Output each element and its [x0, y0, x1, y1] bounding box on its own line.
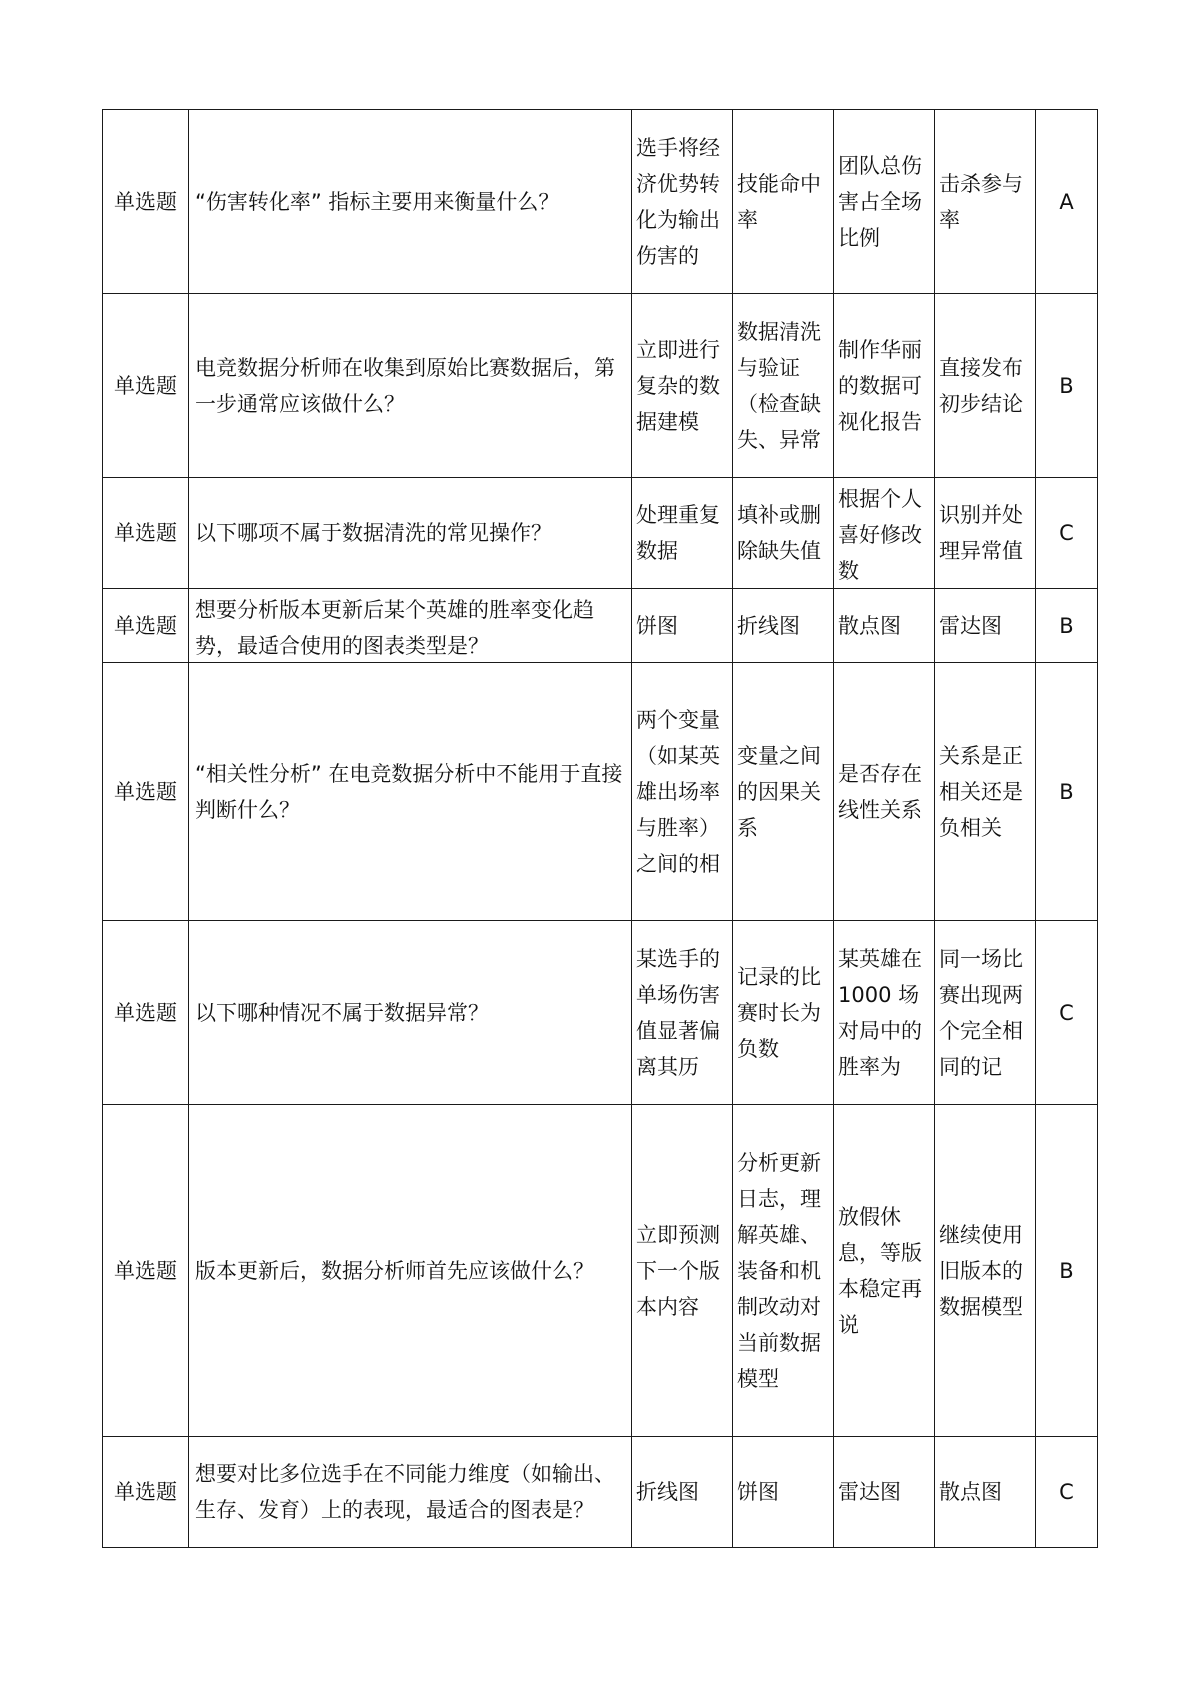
question-type	[103, 478, 189, 589]
option-d-text: 雷达图	[939, 613, 1002, 638]
option-a-text: 某选手的单场伤害值显著偏离其历	[636, 946, 720, 1079]
option-b	[733, 921, 834, 1105]
answer	[1036, 1105, 1098, 1437]
option-a	[632, 663, 733, 921]
option-d-text: 直接发布初步结论	[939, 355, 1023, 416]
question-type-text: 单选题	[114, 613, 177, 638]
option-a	[632, 589, 733, 663]
option-d	[935, 478, 1036, 589]
option-a-text: 饼图	[636, 613, 678, 638]
option-d-text: 识别并处理异常值	[939, 503, 1023, 563]
question-row	[103, 663, 1098, 921]
option-c-text: 散点图	[838, 613, 901, 638]
option-b-text: 记录的比赛时长为负数	[737, 964, 821, 1061]
option-c	[834, 478, 935, 589]
option-c-text: 根据个人喜好修改数	[838, 486, 922, 583]
answer-text: C	[1059, 1480, 1074, 1504]
option-c	[834, 921, 935, 1105]
question-row	[103, 110, 1098, 294]
answer-text: C	[1059, 521, 1074, 545]
option-d	[935, 921, 1036, 1105]
question-type-text: 单选题	[114, 521, 177, 545]
question-type-text: 单选题	[114, 1480, 177, 1504]
question-type	[103, 110, 189, 294]
option-b-text: 折线图	[737, 613, 800, 638]
answer-text: B	[1059, 1258, 1074, 1283]
question-text	[189, 1105, 632, 1437]
option-c	[834, 294, 935, 478]
option-c	[834, 1105, 935, 1437]
option-a-text: 立即进行复杂的数据建模	[636, 337, 720, 434]
question-table	[102, 109, 1098, 1548]
option-d-text: 击杀参与率	[939, 171, 1023, 232]
option-b-text: 填补或删除缺失值	[737, 503, 821, 563]
answer	[1036, 294, 1098, 478]
option-a-text: 折线图	[636, 1480, 699, 1504]
option-d	[935, 294, 1036, 478]
option-c-text: 雷达图	[838, 1480, 901, 1504]
option-d	[935, 1105, 1036, 1437]
question-type	[103, 921, 189, 1105]
option-a	[632, 478, 733, 589]
option-d	[935, 589, 1036, 663]
option-c	[834, 110, 935, 294]
question-type-text: 单选题	[114, 779, 177, 804]
option-b-text: 分析更新日志，理解英雄、装备和机制改动对当前数据模型	[737, 1150, 821, 1391]
option-a	[632, 1437, 733, 1548]
option-d-text: 关系是正相关还是负相关	[939, 743, 1023, 840]
option-d-text: 散点图	[939, 1480, 1002, 1504]
question-text	[189, 110, 632, 294]
question-text	[189, 589, 632, 663]
option-c-text: 是否存在线性关系	[838, 761, 922, 822]
answer	[1036, 478, 1098, 589]
option-d-text: 同一场比赛出现两个完全相同的记	[939, 946, 1023, 1079]
question-type-text: 单选题	[114, 373, 177, 398]
answer-text: A	[1059, 189, 1074, 214]
option-c	[834, 589, 935, 663]
answer-text: B	[1059, 613, 1074, 638]
option-d-text: 继续使用旧版本的数据模型	[939, 1222, 1023, 1319]
question-text	[189, 663, 632, 921]
option-b	[733, 1437, 834, 1548]
option-b	[733, 110, 834, 294]
option-a-text: 立即预测下一个版本内容	[636, 1222, 720, 1319]
answer	[1036, 1437, 1098, 1548]
question-row	[103, 921, 1098, 1105]
answer-text: C	[1059, 1000, 1074, 1025]
option-b-text: 变量之间的因果关系	[737, 743, 821, 840]
option-c-text: 团队总伤害占全场比例	[838, 153, 922, 250]
question-text-text: 想要分析版本更新后某个英雄的胜率变化趋势，最适合使用的图表类型是？	[195, 597, 594, 658]
question-sheet	[102, 109, 1097, 1548]
question-type	[103, 294, 189, 478]
option-b	[733, 589, 834, 663]
option-a-text: 两个变量（如某英雄出场率与胜率）之间的相	[636, 707, 720, 876]
option-b-text: 饼图	[737, 1480, 779, 1504]
question-text-text: 以下哪种情况不属于数据异常？	[195, 1000, 489, 1025]
option-b	[733, 663, 834, 921]
question-text	[189, 921, 632, 1105]
answer-text: B	[1059, 779, 1074, 804]
option-d	[935, 663, 1036, 921]
question-text	[189, 478, 632, 589]
option-c-text: 制作华丽的数据可视化报告	[838, 337, 922, 434]
option-b	[733, 478, 834, 589]
question-text-text: “相关性分析” 在电竞数据分析中不能用于直接判断什么？	[195, 761, 623, 822]
option-b-text: 数据清洗与验证（检查缺失、异常	[737, 319, 821, 452]
question-text-text: “伤害转化率” 指标主要用来衡量什么？	[195, 189, 560, 214]
question-type-text: 单选题	[114, 189, 177, 214]
question-type-text: 单选题	[114, 1258, 177, 1283]
option-d	[935, 110, 1036, 294]
option-c-text: 放假休息，等版本稳定再说	[838, 1204, 922, 1337]
question-row	[103, 589, 1098, 663]
question-row	[103, 478, 1098, 589]
option-a	[632, 921, 733, 1105]
question-row	[103, 294, 1098, 478]
question-row	[103, 1437, 1098, 1548]
option-c-text: 某英雄在 1000 场对局中的胜率为	[838, 946, 922, 1079]
option-a-text: 处理重复数据	[636, 503, 720, 563]
option-c	[834, 663, 935, 921]
question-text-text: 版本更新后，数据分析师首先应该做什么？	[195, 1258, 594, 1283]
option-a	[632, 110, 733, 294]
option-d	[935, 1437, 1036, 1548]
answer	[1036, 663, 1098, 921]
option-b	[733, 1105, 834, 1437]
question-type	[103, 1105, 189, 1437]
question-text-text: 电竞数据分析师在收集到原始比赛数据后，第一步通常应该做什么？	[195, 355, 615, 416]
answer	[1036, 589, 1098, 663]
question-type	[103, 1437, 189, 1548]
answer	[1036, 921, 1098, 1105]
option-a	[632, 294, 733, 478]
answer-text: B	[1059, 373, 1074, 398]
question-text-text: 想要对比多位选手在不同能力维度（如输出、生存、发育）上的表现，最适合的图表是？	[195, 1462, 615, 1522]
answer	[1036, 110, 1098, 294]
question-type	[103, 589, 189, 663]
question-text	[189, 1437, 632, 1548]
question-type-text: 单选题	[114, 1000, 177, 1025]
option-a	[632, 1105, 733, 1437]
option-c	[834, 1437, 935, 1548]
question-text-text: 以下哪项不属于数据清洗的常见操作？	[195, 521, 552, 545]
option-b-text: 技能命中率	[737, 171, 821, 232]
question-text	[189, 294, 632, 478]
question-row	[103, 1105, 1098, 1437]
question-type	[103, 663, 189, 921]
option-a-text: 选手将经济优势转化为输出伤害的	[636, 135, 720, 268]
option-b	[733, 294, 834, 478]
